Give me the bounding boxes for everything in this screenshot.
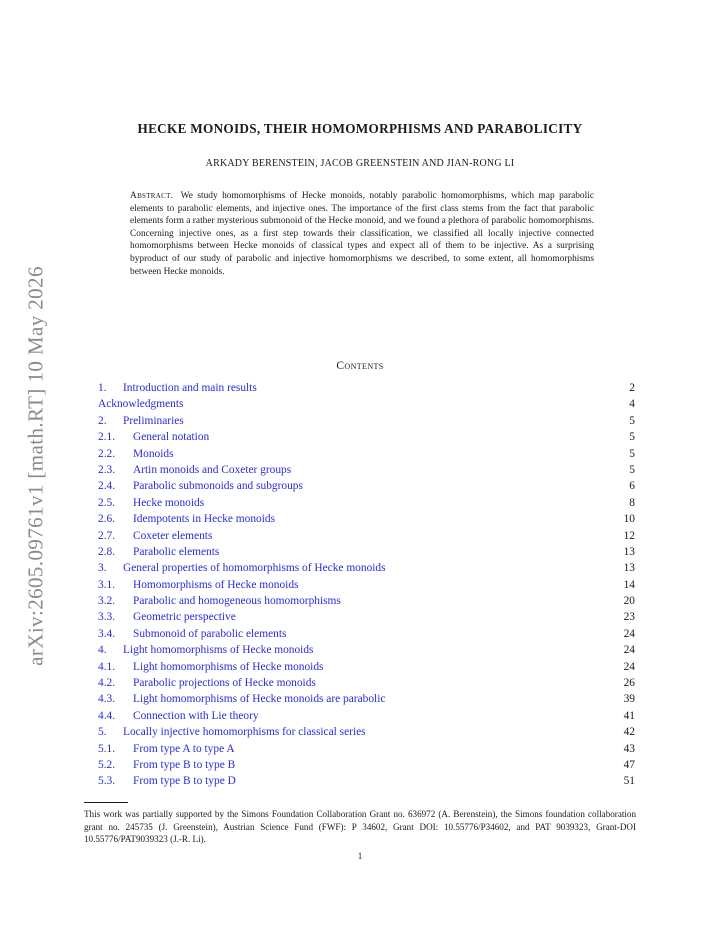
toc-entry-label[interactable]: Monoids: [133, 447, 174, 460]
toc-entry[interactable]: [98, 398, 635, 414]
toc-entry-page: 4: [629, 398, 635, 411]
toc-entry-page: 10: [623, 513, 635, 526]
toc-entry[interactable]: [98, 530, 635, 546]
toc-entry[interactable]: [98, 562, 635, 578]
toc-entry-label[interactable]: Parabolic projections of Hecke monoids: [133, 677, 316, 690]
contents-heading: Contents: [336, 360, 384, 372]
toc-entry-page: 26: [623, 677, 635, 690]
toc-entry-label[interactable]: From type B to type D: [133, 775, 236, 788]
toc-entry-page: 13: [623, 562, 635, 575]
toc-entry-label[interactable]: Acknowledgments: [98, 398, 184, 411]
toc-entry[interactable]: [98, 710, 635, 726]
toc-entry-label[interactable]: Idempotents in Hecke monoids: [133, 513, 276, 526]
toc-entry-page: 23: [623, 611, 635, 624]
toc-entry-page: 14: [623, 578, 635, 591]
toc-entry[interactable]: [98, 661, 635, 677]
toc-entry[interactable]: [98, 431, 635, 447]
toc-entry-number[interactable]: 2.3.: [98, 463, 116, 476]
toc-entry[interactable]: [98, 693, 635, 709]
toc-entry-number[interactable]: 4.3.: [98, 693, 116, 706]
toc-entry-number[interactable]: 3.: [98, 562, 107, 575]
toc-entry-page: 39: [623, 693, 635, 706]
toc-entry[interactable]: [98, 677, 635, 693]
toc-entry[interactable]: [98, 513, 635, 529]
toc-entry-label[interactable]: Geometric perspective: [133, 611, 236, 624]
toc-entry-number[interactable]: 2.8.: [98, 545, 116, 558]
abstract: [130, 190, 594, 278]
toc-entry[interactable]: [98, 595, 635, 611]
toc-entry[interactable]: [98, 464, 635, 480]
toc-entry[interactable]: [98, 497, 635, 513]
toc-entry-number[interactable]: 2.4.: [98, 480, 116, 493]
toc-entry-page: 51: [623, 775, 635, 788]
toc-entry-page: 42: [623, 726, 635, 739]
toc-entry-label[interactable]: Introduction and main results: [123, 382, 257, 394]
toc-entry-number[interactable]: 4.2.: [98, 677, 116, 690]
toc-entry-label[interactable]: Coxeter elements: [133, 529, 213, 542]
toc-entry-page: 24: [623, 644, 635, 657]
toc-entry-number[interactable]: 3.2.: [98, 595, 116, 608]
toc-entry-number[interactable]: 4.4.: [98, 709, 116, 722]
toc-entry-label[interactable]: Light homomorphisms of Hecke monoids: [123, 644, 314, 657]
toc-entry[interactable]: [98, 743, 635, 759]
toc-entry[interactable]: [98, 628, 635, 644]
toc-entry-label[interactable]: Locally injective homomorphisms for classical series: [123, 726, 366, 739]
paper-title: HECKE MONOIDS, THEIR HOMOMORPHISMS AND PARABOLICITY: [137, 121, 583, 136]
page-number: 1: [357, 851, 363, 861]
abstract-text: We study homomorphisms of Hecke monoids, notably parabolic homomorphisms, which map parabolic elements to parabolic elements, and injective ones. The importance of the first class stems from the fact that parabolic elements form a rather mysterious submonoid of the Hecke monoid, and we found a plethora of parabolic homomorphisms. Concerning injective ones, as a first step towards their classification, we classified all locally injective connected homomorphisms between Hecke monoids of classical types and expect all of them to be injective. As a surprising byproduct of our study of parabolic and injective homomorphisms we described, to some extent, all homomorphisms between Hecke monoids.: [130, 191, 594, 277]
toc-entry[interactable]: [98, 579, 635, 595]
toc-entry-page: 41: [623, 709, 635, 722]
toc-entry-label[interactable]: Artin monoids and Coxeter groups: [133, 463, 292, 476]
toc-entry-page: 43: [623, 742, 635, 755]
table-of-contents: [98, 382, 635, 792]
toc-entry-label[interactable]: Light homomorphisms of Hecke monoids: [133, 660, 324, 673]
toc-entry[interactable]: [98, 775, 635, 791]
toc-entry[interactable]: [98, 726, 635, 742]
toc-entry-page: 24: [623, 660, 635, 673]
toc-entry-page: 8: [629, 496, 635, 509]
toc-entry-page: 12: [623, 529, 635, 542]
toc-entry-number[interactable]: 2.1.: [98, 431, 116, 444]
toc-entry-number[interactable]: 2.7.: [98, 529, 116, 542]
toc-entry-page: 2: [629, 382, 635, 394]
toc-entry[interactable]: [98, 644, 635, 660]
toc-entry-number[interactable]: 3.3.: [98, 611, 116, 624]
toc-entry-page: 47: [623, 758, 635, 771]
toc-entry-page: 24: [623, 627, 635, 640]
toc-entry-number[interactable]: 5.3.: [98, 775, 116, 788]
toc-entry-label[interactable]: Light homomorphisms of Hecke monoids are parabolic: [133, 693, 386, 706]
toc-entry-number[interactable]: 4.1.: [98, 660, 116, 673]
toc-entry-number[interactable]: 4.: [98, 644, 107, 657]
toc-entry-label[interactable]: General properties of homomorphisms of Hecke monoids: [123, 562, 386, 575]
footnote-rule: [84, 802, 128, 803]
toc-entry-label[interactable]: Preliminaries: [123, 414, 184, 427]
toc-entry[interactable]: [98, 611, 635, 627]
toc-entry-number[interactable]: 1.: [98, 382, 107, 394]
toc-entry-label[interactable]: Parabolic and homogeneous homomorphisms: [133, 595, 341, 608]
toc-entry-label[interactable]: Submonoid of parabolic elements: [133, 627, 287, 640]
toc-entry-number[interactable]: 5.: [98, 726, 107, 739]
toc-entry-label[interactable]: General notation: [133, 431, 210, 444]
toc-entry-number[interactable]: 3.1.: [98, 578, 116, 591]
toc-entry-label[interactable]: Connection with Lie theory: [133, 709, 259, 722]
toc-entry-label[interactable]: Parabolic elements: [133, 545, 220, 558]
toc-entry[interactable]: [98, 415, 635, 431]
toc-entry[interactable]: [98, 759, 635, 775]
toc-entry-label[interactable]: Hecke monoids: [133, 496, 205, 509]
toc-entry-number[interactable]: 2.5.: [98, 496, 116, 509]
toc-entry-page: 5: [629, 414, 635, 427]
toc-entry[interactable]: [98, 546, 635, 562]
toc-entry[interactable]: [98, 382, 635, 398]
toc-entry-page: 5: [629, 447, 635, 460]
toc-entry-number[interactable]: 3.4.: [98, 627, 116, 640]
abstract-heading: Abstract.: [130, 191, 174, 201]
toc-entry-label[interactable]: From type A to type A: [133, 742, 235, 755]
toc-entry-page: 5: [629, 463, 635, 476]
toc-entry-label[interactable]: Homomorphisms of Hecke monoids: [133, 578, 299, 591]
toc-entry-label[interactable]: Parabolic submonoids and subgroups: [133, 480, 303, 493]
toc-entry-page: 20: [623, 595, 635, 608]
arxiv-identifier-text: arXiv:2605.09761v1 [math.RT] 10 May 2026: [23, 266, 48, 666]
toc-entry-page: 5: [629, 431, 635, 444]
toc-entry-number[interactable]: 2.: [98, 414, 107, 427]
toc-entry-label[interactable]: From type B to type B: [133, 758, 236, 771]
toc-entry-number[interactable]: 5.2.: [98, 758, 116, 771]
toc-entry-number[interactable]: 5.1.: [98, 742, 116, 755]
funding-footnote: This work was partially supported by the Simons Foundation Collaboration Grant no. 636972 (A. Berenstein), the Simons foundation collaboration grant no. 245735 (J. Greenstein), Austrian Science Fund (FWF): P 34602, Grant DOI: 10.55776/P34602, and PAT 9039323, Grant-DOI 10.55776/PAT9039323 (J.-R. Li).: [84, 809, 636, 845]
toc-entry-number[interactable]: 2.6.: [98, 513, 116, 526]
toc-entry[interactable]: [98, 448, 635, 464]
toc-entry-page: 13: [623, 545, 635, 558]
toc-entry-page: 6: [629, 480, 635, 493]
toc-entry[interactable]: [98, 480, 635, 496]
toc-entry-number[interactable]: 2.2.: [98, 447, 116, 460]
paper-authors: ARKADY BERENSTEIN, JACOB GREENSTEIN AND JIAN-RONG LI: [205, 158, 515, 169]
